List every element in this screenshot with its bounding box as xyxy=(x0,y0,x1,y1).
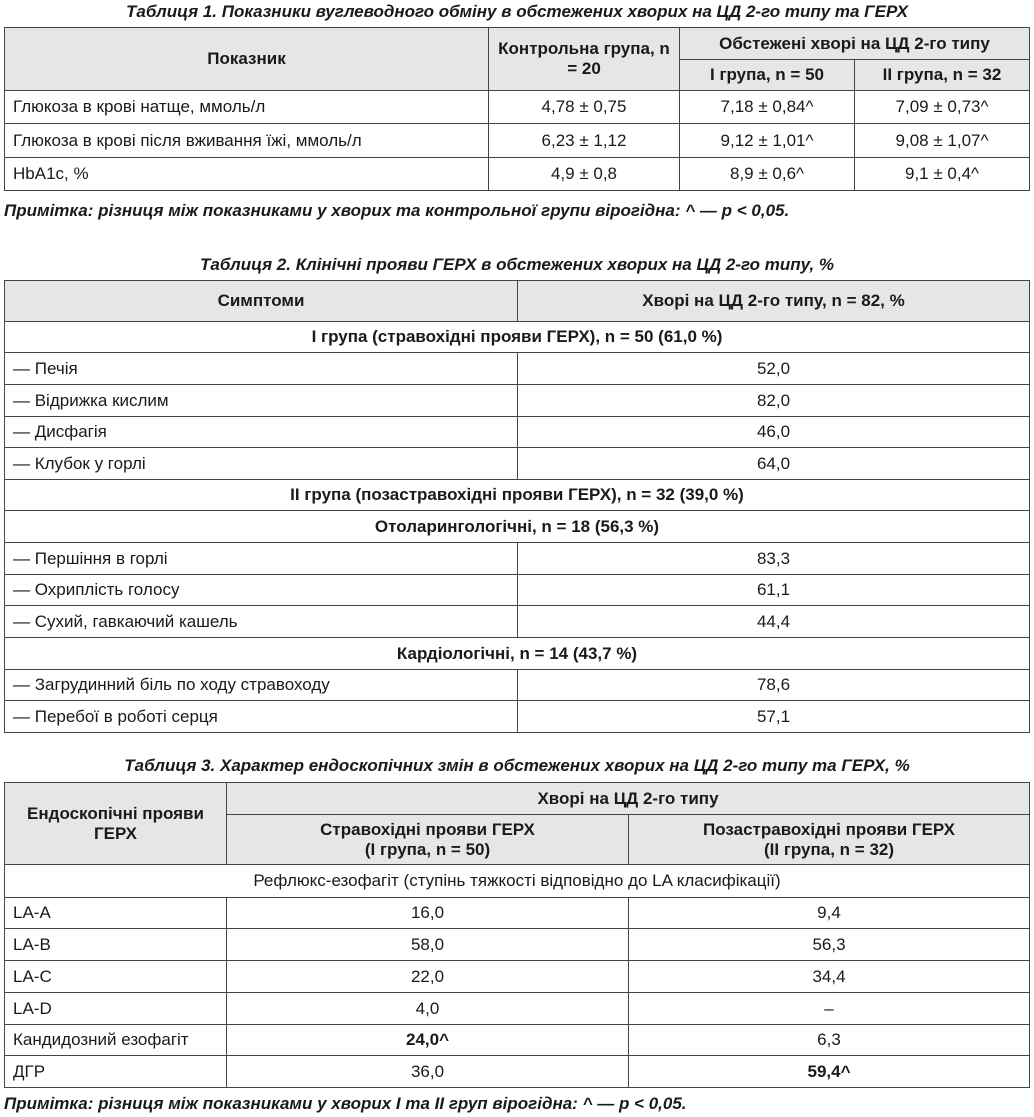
table-row xyxy=(5,701,1030,733)
group1-value: 58,0 xyxy=(227,929,629,961)
symptom-value: 83,3 xyxy=(518,543,1030,575)
group2-value: 9,1 ± 0,4^ xyxy=(855,158,1030,191)
table2 xyxy=(4,280,1030,733)
table2-header-patients: Хворі на ЦД 2-го типу, n = 82, % xyxy=(518,281,1030,322)
table3-caption: Таблиця 3. Характер ендоскопічних змін в обстежених хворих на ЦД 2-го типу та ГЕРХ, % xyxy=(124,756,910,775)
table1 xyxy=(4,27,1030,191)
symptom-value: 64,0 xyxy=(518,448,1030,480)
control-value: 4,78 ± 0,75 xyxy=(489,91,680,124)
table-row xyxy=(5,606,1030,638)
group1-value: 22,0 xyxy=(227,961,629,993)
symptom-label: — Сухий, гавкаючий кашель xyxy=(5,606,518,638)
table1-note: Примітка: різниця між показниками у хворих та контрольної групи вірогідна: ^ — р < 0,05. xyxy=(4,201,790,220)
table1-header-group1: I група, n = 50 xyxy=(680,60,855,91)
table-row xyxy=(5,1025,1030,1056)
group2-value: 7,09 ± 0,73^ xyxy=(855,91,1030,124)
esophageal-line1: Стравохідні прояви ГЕРХ xyxy=(320,819,535,839)
table-row xyxy=(5,898,1030,929)
section-group1: I група (стравохідні прояви ГЕРХ), n = 50 (61,0 %) xyxy=(5,322,1030,353)
table-row xyxy=(5,158,1030,191)
group2-value: 6,3 xyxy=(629,1025,1030,1056)
symptom-label: — Загрудинний біль по ходу стравоходу xyxy=(5,670,518,701)
table-row xyxy=(5,124,1030,158)
row-label: ДГР xyxy=(5,1056,227,1088)
symptom-value: 61,1 xyxy=(518,575,1030,606)
table3-note: Примітка: різниця між показниками у хворих I та II груп вірогідна: ^ — р < 0,05. xyxy=(4,1094,687,1113)
group1-value: 16,0 xyxy=(227,898,629,929)
row-label: LA-C xyxy=(5,961,227,993)
table-row xyxy=(5,91,1030,124)
group1-value: 9,12 ± 1,01^ xyxy=(680,124,855,158)
table-row xyxy=(5,929,1030,961)
table-row xyxy=(5,993,1030,1025)
group2-value: 34,4 xyxy=(629,961,1030,993)
control-value: 6,23 ± 1,12 xyxy=(489,124,680,158)
group2-value: 59,4^ xyxy=(629,1056,1030,1088)
symptom-value: 57,1 xyxy=(518,701,1030,733)
table1-caption: Таблиця 1. Показники вуглеводного обміну в обстежених хворих на ЦД 2-го типу та ГЕРХ xyxy=(126,2,908,21)
symptom-label: — Печія xyxy=(5,353,518,385)
symptom-value: 46,0 xyxy=(518,417,1030,448)
table3 xyxy=(4,782,1030,1088)
group1-value: 8,9 ± 0,6^ xyxy=(680,158,855,191)
table3-header-extraesophageal xyxy=(629,815,1030,865)
symptom-label: — Відрижка кислим xyxy=(5,385,518,417)
control-value: 4,9 ± 0,8 xyxy=(489,158,680,191)
symptom-value: 82,0 xyxy=(518,385,1030,417)
group1-value: 24,0^ xyxy=(227,1025,629,1056)
table2-caption: Таблиця 2. Клінічні прояви ГЕРХ в обстежених хворих на ЦД 2-го типу, % xyxy=(199,255,835,274)
section-reflux-esophagitis: Рефлюкс-езофагіт (ступінь тяжкості відповідно до LA класифікації) xyxy=(5,865,1030,898)
table-row xyxy=(5,448,1030,480)
table-row xyxy=(5,961,1030,993)
row-label: Глюкоза в крові після вживання їжі, ммоль/л xyxy=(5,124,489,158)
group1-value: 7,18 ± 0,84^ xyxy=(680,91,855,124)
group2-value: 56,3 xyxy=(629,929,1030,961)
table2-header-symptoms: Симптоми xyxy=(5,281,518,322)
table3-header-esophageal xyxy=(227,815,629,865)
table-row xyxy=(5,670,1030,701)
row-label: LA-A xyxy=(5,898,227,929)
table-row xyxy=(5,1056,1030,1088)
table1-header-indicator: Показник xyxy=(5,28,489,91)
symptom-label: — Перебої в роботі серця xyxy=(5,701,518,733)
row-label: Глюкоза в крові натще, ммоль/л xyxy=(5,91,489,124)
row-label: HbA1c, % xyxy=(5,158,489,191)
table-row xyxy=(5,543,1030,575)
table3-header-patients: Хворі на ЦД 2-го типу xyxy=(227,783,1030,815)
symptom-label: — Охриплість голосу xyxy=(5,575,518,606)
table-row xyxy=(5,385,1030,417)
row-label: LA-B xyxy=(5,929,227,961)
extraesophageal-line1: Позастравохідні прояви ГЕРХ xyxy=(703,819,955,839)
group2-value: 9,08 ± 1,07^ xyxy=(855,124,1030,158)
symptom-label: — Першіння в горлі xyxy=(5,543,518,575)
symptom-value: 78,6 xyxy=(518,670,1030,701)
esophageal-line2: (I група, n = 50) xyxy=(364,839,491,859)
table1-header-examined: Обстежені хворі на ЦД 2-го типу xyxy=(680,28,1030,60)
table-row xyxy=(5,353,1030,385)
table-row xyxy=(5,575,1030,606)
subsection-cardio: Кардіологічні, n = 14 (43,7 %) xyxy=(5,638,1030,670)
symptom-value: 44,4 xyxy=(518,606,1030,638)
table-row xyxy=(5,417,1030,448)
table1-header-control: Контрольна група, n = 20 xyxy=(489,28,680,91)
table3-header-endoscopic: Ендоскопічні прояви ГЕРХ xyxy=(5,783,227,865)
subsection-ent: Отоларингологічні, n = 18 (56,3 %) xyxy=(5,511,1030,543)
symptom-label: — Дисфагія xyxy=(5,417,518,448)
group2-value: – xyxy=(629,993,1030,1025)
row-label: Кандидозний езофагіт xyxy=(5,1025,227,1056)
symptom-label: — Клубок у горлі xyxy=(5,448,518,480)
section-group2: II група (позастравохідні прояви ГЕРХ), n = 32 (39,0 %) xyxy=(5,480,1030,511)
extraesophageal-line2: (II група, n = 32) xyxy=(763,839,895,859)
table1-header-group2: II група, n = 32 xyxy=(855,60,1030,91)
row-label: LA-D xyxy=(5,993,227,1025)
group2-value: 9,4 xyxy=(629,898,1030,929)
symptom-value: 52,0 xyxy=(518,353,1030,385)
group1-value: 4,0 xyxy=(227,993,629,1025)
group1-value: 36,0 xyxy=(227,1056,629,1088)
